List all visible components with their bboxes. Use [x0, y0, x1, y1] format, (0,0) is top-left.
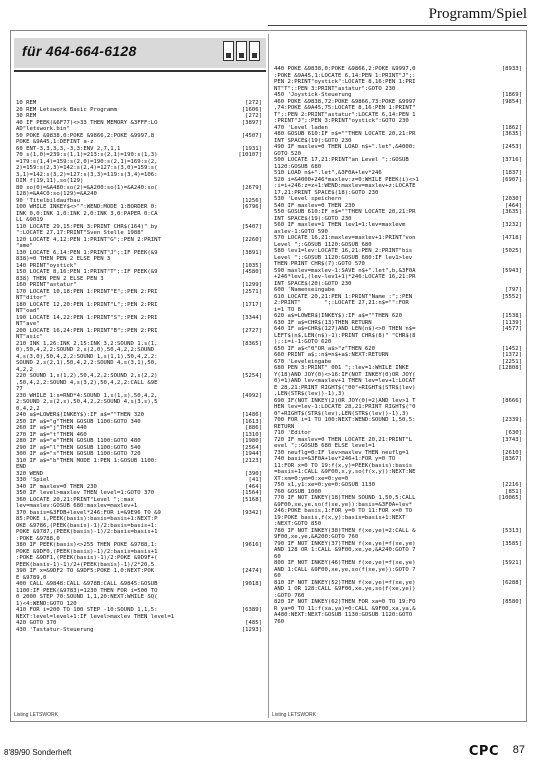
- code-text: 11:FOR x=0 TO 19:f(x,y)=PEEK(basis):basis: [274, 462, 413, 469]
- code-text: AND 1:CALL &9F00,xe,ye,so(f(xe,ye)):GOTO 7: [274, 566, 416, 573]
- code-text: 110 LOCATE 29,15:PEN 3:PRINT CHR$(164)" by: [16, 223, 158, 230]
- checksum: [9342]: [241, 509, 262, 516]
- code-text: "ame": [16, 243, 33, 249]
- code-text: 540 IF maxlev=0 THEN 230: [274, 202, 355, 209]
- checksum: [9616]: [241, 542, 262, 548]
- code-text: 70 s(1,0)=239:s(1,1)=213:s(2,1)=190:s(1,3): [16, 152, 158, 158]
- code-text: 300 IF a$="s"THEN GOSUB 1100:GOTO 720: [16, 451, 141, 457]
- checksum: [2251]: [501, 358, 522, 365]
- checksum: [3635]: [501, 209, 522, 215]
- checksum: [1538]: [501, 313, 522, 319]
- code-text: THEN PRINT CHR$(7):GOTO 570: [274, 261, 365, 267]
- code-text: INT SPACE$(19):GOTO 230: [274, 215, 352, 222]
- checksum: [4718]: [501, 235, 522, 241]
- code-text: 450 'Joystick-Steuerung: [274, 92, 352, 98]
- checksum: [1837]: [501, 170, 522, 176]
- checksum: [1256]: [241, 197, 262, 204]
- column-divider: [268, 34, 269, 718]
- checksum: [272]: [245, 100, 262, 106]
- checksum: [10107]: [238, 152, 262, 158]
- code-text: 370 basis=&3FDB+level*246:FOR i=&9E96 TO &9: [16, 509, 161, 516]
- code-text: 4,2,2: [16, 366, 33, 373]
- code-text: 250 IF a$="g"THEN GOSUB 1100:GOTO 340: [16, 418, 141, 425]
- code-text: END: [16, 464, 27, 470]
- checksum: [5921]: [501, 560, 522, 566]
- code-text: 838)=0 THEN PEN 2 ELSE PEN 3: [16, 256, 111, 262]
- code-text: 30 REM: [16, 113, 37, 119]
- checksum: [1606]: [241, 106, 262, 113]
- code-text: 680 PEN 3:PRINT" 001 ";:lev=1:WHILE INKE: [274, 365, 409, 371]
- checksum: [1139]: [501, 319, 522, 326]
- code-text: 530 'Level speichern: [274, 196, 342, 202]
- code-text: 40 IF PEEK(&6F77)<>33 THEN MEMORY &3FFF:LO: [16, 119, 158, 126]
- code-text: 280 IF a$="e"THEN GOSUB 1100:GOTO 480: [16, 438, 141, 444]
- code-text: =basis+1:CALL &9F00,x,y,so(f(x,y)):NEXT:NE: [274, 469, 416, 475]
- code-text: NT"ave": [16, 321, 40, 327]
- code-text: evel ";:GOSUB 680 ELSE level=1: [274, 443, 376, 449]
- code-text: OKE &9786,(PEEK(basis)-1)/2:basis=basis+1:: [16, 522, 158, 529]
- code-text: NT"T";:PEN 3:PRINT"astatur":GOTO 230: [274, 85, 396, 92]
- code-text: 1100:IF PEEK(&9783)=1230 THEN FOR i=500 TO: [16, 587, 158, 594]
- code-text: 290 IF a$="l"THEN GOSUB 1100:GOTO 540: [16, 444, 141, 451]
- code-text: PEN 2:PRINT"oystick":LOCATE 8,16:PEN 1:PRI: [274, 79, 416, 85]
- checksum: [10065]: [498, 495, 522, 501]
- code-text: 380 IF PEEK(basis)<>255 THEN POKE &9788,1:: [16, 542, 158, 548]
- code-text: 2:SOUND 2,s(2,s),50,4,2,2:SOUND 4,s(3,s),5: [16, 399, 158, 405]
- code-text: 19:POKE basis,f(x,y):basis=basis+1:NEXT: [274, 514, 406, 521]
- code-text: 838) THEN PEN 2 ELSE PEN 3: [16, 275, 104, 282]
- code-text: 17,21:PRINT SPACE$(18):GOTO 230: [274, 189, 379, 196]
- code-text: 20 REM Letswork Basic Programm: [16, 106, 118, 113]
- code-text: LL &9019: [16, 217, 43, 223]
- code-text: POKE &9A45,1:DEFINT a-z: [16, 139, 94, 145]
- code-text: AND 1 OR 128:CALL &9F00,xe,ye,so(f(xe,ye)): [274, 586, 416, 592]
- code-text: 0),50,4,2,2:SOUND 2,s(2,0),50,4,2,2:SOUND: [16, 347, 155, 353]
- code-text: 240 a$=LOWER$(INKEY$):IF a$=""THEN 320: [16, 412, 144, 418]
- code-text: 790 IF NOT INKEY(37)THEN f(xe,ye)=f(xe,ye): [274, 540, 416, 547]
- code-text: 246:POKE basis,1:FOR y=0 TO 11:FOR x=0 TO: [274, 508, 413, 514]
- checksum: [8666]: [501, 397, 522, 404]
- checksum: [9018]: [241, 581, 262, 587]
- page-footer: [0, 730, 537, 768]
- checksum: [6907]: [501, 176, 522, 183]
- code-text: 810 IF NOT INKEY(52)THEN f(xe,ye)=f(xe,ye): [274, 579, 416, 586]
- code-text: 2:PRINT" ";:LOCATE 27,21:n$="":FOR: [274, 300, 409, 306]
- code-text: lev=maxlev:GOSUB 680:maxlev=maxlev+1: [16, 503, 138, 509]
- code-text: E 28,21:PRINT RIGHT$("00"+RIGHT$(STR$(lev): [274, 384, 416, 391]
- checksum: [1564]: [241, 490, 262, 496]
- code-text: A480:NEXT:NEXT:GOSUB 1130:GOSUB 1120:GOTO: [274, 612, 413, 618]
- code-text: :POKE &9A45,1:LOCATE 6,14:PEN 1:PRINT"J";:: [274, 72, 416, 79]
- code-text: 130 LOCATE 6,14:PEN 1:PRINT"J";:IF PEEK(&9: [16, 249, 158, 256]
- checksum: [8365]: [241, 340, 262, 347]
- banner-underline: [14, 70, 266, 72]
- code-text: ,74:POKE &9A45,75:LOCATE 8,16:PEN 1:PRINT": [274, 105, 416, 111]
- checksum: [3232]: [501, 222, 522, 228]
- code-text: +246*lev1,(lev-lev1+1)*246:LOCATE 16,21:PR: [274, 274, 416, 280]
- code-text: NEXT:level=level+1:IF level>maxlev THEN level=1: [16, 613, 175, 620]
- code-text: 160 PRINT"astatur": [16, 282, 77, 288]
- code-text: 80 so(0)=&A480:so(2)=&A200:so(1)=&A240:so(: [16, 184, 158, 191]
- code-text: 210 INK 1,26:INK 2,15:INK 3,2:SOUND 1,s(1,: [16, 340, 158, 347]
- diskette-icon: [236, 41, 247, 61]
- code-line: [274, 619, 522, 626]
- code-text: 600 'Namenseingabe: [274, 287, 335, 293]
- checksum: [2123]: [241, 457, 262, 464]
- code-text: 310 IF a$="b"THEN MODE 1:PEN 1:GOSUB 1100:: [16, 457, 158, 464]
- code-text: 50 POKE &9838,0:POKE &9866,2:POKE &9997,8: [16, 132, 155, 139]
- code-text: POKE &9DF0,(PEEK(basis)-1)/2:basis=basis+1: [16, 548, 158, 555]
- code-text: 1120:GOSUB 680: [274, 163, 322, 170]
- code-text: 520 i=&4000+246*maxlev:z=0:WHILE PEEK(i)<>1: [274, 176, 419, 183]
- code-text: 430 'Tastatur-Steuerung: [16, 626, 94, 633]
- code-text: =179:s(1,4)=159:s(2,0)=190:s(2,1)=169:s(2,: [16, 158, 158, 165]
- checksum: [5407]: [241, 223, 262, 230]
- page-header: [0, 0, 537, 34]
- code-text: 580 lev1=lev:LOCATE 16,21:PEN 2:PRINT"bis: [274, 248, 413, 254]
- code-text: 85:POKE i,PEEK(basis):basis=basis+1:NEXT:P: [16, 516, 158, 522]
- checksum: [5552]: [501, 293, 522, 300]
- code-text: 610 LOCATE 20,21:PEN 1:PRINT"Name :";:PEN: [274, 293, 413, 300]
- checksum: [4507]: [241, 132, 262, 139]
- checksum: [2571]: [241, 288, 262, 295]
- checksum: [1299]: [241, 282, 262, 288]
- code-text: Y(18)AND JOY(0)<>16:IF(NOT INKEY(0)OR JOY(: [274, 371, 416, 378]
- system-banner: [14, 38, 266, 68]
- checksum: [41]: [248, 477, 262, 483]
- code-text: 190 LOCATE 14,22:PEN 1:PRINT"S";:PEN 2:PRI: [16, 314, 158, 321]
- magazine-logo: CPC: [468, 744, 499, 759]
- code-text: 340 IF maxlev=0 THEN 230: [16, 483, 97, 490]
- code-text: 400 CALL &9848:CALL &978B:CALL &9845:GOSUB: [16, 581, 158, 587]
- checksum: [6796]: [241, 204, 262, 210]
- code-text: 100 WHILE INKEY$<>"":WEND:MODE 1:BORDER 0:: [16, 204, 158, 210]
- checksum: [1862]: [501, 124, 522, 131]
- code-text: 780 IF NOT INKEY(38)THEN f(xe,ye)=2:CALL &: [274, 527, 416, 534]
- checksum: [5025]: [501, 248, 522, 254]
- code-text: 570 LOCATE 16,21:maxlev=maxlev+1:PRINT"von: [274, 235, 416, 241]
- code-text: 4,s(3,0),50,4,2,2:SOUND 1,s(1,1),50,4,2,2:: [16, 353, 158, 360]
- code-text: 420 GOTO 370: [16, 620, 57, 626]
- checksum: [4992]: [241, 392, 262, 399]
- code-text: 170 LOCATE 10,18:PEN 1:PRINT"E";:PEN 2:PRI: [16, 288, 158, 295]
- page-number: 87: [512, 744, 525, 756]
- code-line: [16, 627, 262, 634]
- code-text: i=1 TO 8: [274, 306, 301, 313]
- code-text: PEEK(basis-1)-1)/2+(PEEK(basis)-1)/2*20,5: [16, 561, 155, 568]
- listing-caption-right: Listing LETSWORK: [272, 712, 316, 718]
- code-text: 620 a$=LOWER$(INKEY$):IF a$=""THEN 620: [274, 313, 402, 319]
- code-text: 60 ENT-3,3,3,3,-3,3:ENV 2,7,1,1: [16, 145, 121, 152]
- code-text: :PRINT"J";:PEN 3:PRINT"oystick":GOTO 230: [274, 118, 409, 124]
- code-text: SOUND 2,s(2,1),50,4,2,2:SOUND 4,s(3,1),50,: [16, 360, 158, 366]
- code-text: 0)=1)AND lev<maxlev+1 THEN lev=lev+1:LOCAT: [274, 378, 416, 384]
- code-text: 560 IF maxlev=1 THEN lev1=1:lev=maxlevm: [274, 222, 406, 228]
- code-text: XT:xm=0:ym=0:xe=0:ye=0: [274, 475, 349, 482]
- code-text: 0"+RIGHT$(STR$(lev),LEN(STR$(lev))-1),3): [274, 410, 409, 417]
- code-text: AND 128 OR 1:CALL &9F00,xe,ye,&A240:GOTO 7: [274, 547, 416, 553]
- code-text: 630 IF a$=CHR$(13)THEN RETURN: [274, 319, 372, 326]
- code-text: 500 LOCATE 17,21:PRINT"an Level ";:GOSUB: [274, 157, 409, 163]
- code-text: 550 GOSUB 610:IF n$=""THEN LOCATE 20,21:PR: [274, 209, 416, 215]
- checksum: [464]: [245, 483, 262, 490]
- code-text: 0,4,2,2: [16, 405, 40, 412]
- checksum: [5254]: [241, 373, 262, 379]
- code-text: NT"oad": [16, 308, 40, 314]
- code-text: 410 FOR i=200 TO 100 STEP -10:SOUND 1,1,5:: [16, 607, 158, 613]
- header-rule: [268, 25, 527, 26]
- code-text: 730 neuflg=0:IF lev>maxlev THEN neuflg=1: [274, 449, 409, 456]
- checksum: [5168]: [241, 496, 262, 503]
- checksum: [6389]: [241, 607, 262, 613]
- checksum: [5313]: [501, 527, 522, 534]
- code-text: );:i=i-1:GOTO 620: [274, 339, 332, 345]
- code-text: 180 LOCATE 12,20:PEN 1:PRINT"L";:PEN 2:PRI: [16, 301, 158, 308]
- code-text: INT SPACE$(20):GOTO 230: [274, 280, 352, 287]
- code-text: T";:PEN 2:PRINT"astatur":LOCATE 6,14:PEN 1: [274, 111, 416, 118]
- code-text: 720 IF maxlev=0 THEN LOCATE 20,21:PRINT"L: [274, 436, 413, 443]
- banner-title: für 464-664-6128: [22, 43, 137, 59]
- code-text: &9F00,xe,ye,so(f(xe,ye)):basis=&3F0A+lev*: [274, 501, 413, 508]
- checksum: [2260]: [241, 236, 262, 243]
- checksum: [3743]: [501, 436, 522, 443]
- checksum: [1944]: [241, 451, 262, 457]
- section-title: Programm/Spiel: [428, 6, 527, 22]
- code-text: 710 'Editor: [274, 430, 312, 436]
- code-text: :GOTO 760: [274, 592, 305, 599]
- code-text: NT"ditor": [16, 295, 47, 301]
- code-text: 3,1)=142:s(3,2)=127:s(3,3)=119:s(3,4)=106:: [16, 171, 158, 178]
- checksum: [2727]: [241, 327, 262, 334]
- checksum: [2339]: [501, 417, 522, 423]
- code-text: 700 FOR i=1 TO 100:NEXT:WEND:SOUND 1,50,5:: [274, 417, 416, 423]
- diskette-icon: [223, 41, 234, 61]
- code-text: 470 'Level laden: [274, 124, 328, 131]
- code-text: 2)=159:s(2,3)=142:s(2,4)=127:s(3,0)=159:s(: [16, 165, 158, 171]
- checksum: [5943]: [501, 267, 522, 274]
- checksum: [851]: [505, 488, 522, 495]
- code-text: 150 LOCATE 8,16:PEN 1:PRINT"T";:IF PEEK(&9: [16, 269, 158, 275]
- code-text: 670 'Leveleingabe: [274, 358, 332, 365]
- checksum: [3716]: [501, 157, 522, 163]
- checksum: [492, 619, 522, 626]
- code-text: 1)<4:WEND:GOTO 120: [16, 600, 77, 607]
- code-text: 390 IF x=&9DF2 TO &9DF5:POKE 1,0:NEXT:POK: [16, 568, 155, 574]
- code-text: 220 SOUND 1,s(1,2),50,4,2,2:SOUND 2,s(2,2): [16, 373, 158, 379]
- code-text: 270 IF a$="t"THEN 460: [16, 431, 87, 438]
- code-text: 140 PRINT"oystick": [16, 262, 77, 269]
- code-text: 230 WHILE 1:s=RND*4:SOUND 1,s(1,s),50,4,2,: [16, 392, 158, 399]
- code-text: 650 IF a$<"0"OR a$>"z"THEN 620: [274, 345, 376, 352]
- checksum: [2453]: [501, 144, 522, 150]
- listing-right-column: [274, 66, 522, 625]
- checksum: [2564]: [241, 444, 262, 451]
- checksum: [3585]: [501, 540, 522, 547]
- checksum: [1869]: [501, 92, 522, 98]
- checksum: [630]: [505, 430, 522, 436]
- code-text: 490 IF maxlev=0 THEN LOAD n$+".let",&4000:: [274, 144, 416, 150]
- code-text: 760 GOSUB 1000: [274, 488, 322, 495]
- code-text: 200 LOCATE 16,24:PEN 1:PRINT"B";:PEN 2:PRI: [16, 327, 158, 334]
- checksum: [464]: [505, 202, 522, 209]
- code-text: :POKE &9788,0: [16, 535, 60, 542]
- code-text: 770 IF NOT INKEY(18)THEN SOUND 1,50,5:CALL: [274, 495, 416, 501]
- listing-caption-left: Listing LETSWORK: [14, 712, 58, 718]
- code-text: 128)=&A4C0:so(129)=&A240: [16, 191, 97, 197]
- code-text: POKE &9787,(PEEK(basis)-1)/2:basis=basis+1: [16, 529, 158, 535]
- code-text: GOTO 520: [274, 150, 301, 157]
- code-text: INT SPACE$(19):GOTO 230: [274, 137, 352, 144]
- code-text: HEN lev=lev-1:LOCATE 28,21:PRINT RIGHT$("0: [274, 404, 416, 410]
- disk-icons: [223, 41, 260, 61]
- code-text: :i=i+246:z=z+1:WEND:maxlev=maxlev+z:LOCATE: [274, 183, 416, 189]
- code-text: 740 basis=&3F0A+lev*246+1:FOR y=0 TO: [274, 456, 396, 462]
- code-text: 60: [274, 573, 281, 579]
- code-text: Level ";:GOSUB 1120:GOSUB 680:IF lev1>lev: [274, 254, 413, 261]
- code-text: 480 GOSUB 610:IF n$=""THEN LOCATE 20,21:PR: [274, 131, 416, 137]
- code-text: Level ";:GOSUB 1120:GOSUB 680: [274, 241, 372, 248]
- code-text: R ya=0 TO 11:f(xa,ya)=0:CALL &9F00,xa,ya,&: [274, 605, 416, 612]
- code-text: 9F00,xe,ye,&A200:GOTO 760: [274, 534, 359, 540]
- checksum: [1310]: [241, 431, 262, 438]
- checksum: [3891]: [241, 249, 262, 256]
- code-text: 440 POKE &9838,0:POKE &9866,2:POKE &9997,0: [274, 66, 416, 72]
- code-text: INK 0,0:INK 1,0:INK 2,0:INK 3,0:PAPER 0:CA: [16, 210, 158, 217]
- checksum: [8367]: [501, 456, 522, 462]
- code-text: ":LOCATE 27,17:PRINT"Sven Stelle 1988": [16, 230, 144, 236]
- checksum: [4580]: [241, 269, 262, 275]
- code-text: 0 2000 STEP 70:SOUND 1,1,20:NEXT:WHILE SQ(: [16, 594, 158, 600]
- code-text: RETURN: [274, 423, 295, 430]
- checksum: [4577]: [501, 326, 522, 332]
- code-text: 750 x1,y1:xe=0:ye=0:GOSUB 1130: [274, 482, 376, 488]
- code-text: 350 IF level>maxlev THEN level=1:GOTO 370: [16, 490, 155, 496]
- code-text: AD"letswork.bin": [16, 126, 70, 132]
- diskette-icon: [249, 41, 260, 61]
- checksum: [6288]: [501, 579, 522, 586]
- checksum: [3635]: [501, 131, 522, 137]
- code-text: 90 'Titelbildaufbau: [16, 197, 80, 204]
- code-text: 510 LOAD n$+".let",&3F0A+lev*246: [274, 170, 382, 176]
- checksum: [1931]: [241, 145, 262, 152]
- code-text: 60: [274, 553, 281, 560]
- checksum: [1613]: [241, 418, 262, 425]
- checksum: [1035]: [241, 262, 262, 269]
- checksum: [3897]: [241, 119, 262, 126]
- checksum: [797]: [505, 287, 522, 293]
- code-text: 640 IF a$=CHR$(127)AND LEN(n$)<>0 THEN n$=: [274, 326, 416, 332]
- code-text: 660 PRINT a$;:n$=n$+a$:NEXT:RETURN: [274, 352, 389, 358]
- code-text: NT"asic": [16, 334, 43, 340]
- code-text: 320 WEND: [16, 470, 43, 477]
- checksum: [272]: [245, 113, 262, 119]
- code-text: LEFT$(n$,LEN(n$)-1):PRINT CHR$(8)" "CHR$(8: [274, 332, 416, 339]
- checksum: [1980]: [241, 438, 262, 444]
- code-text: ,LEN(STR$(lev))-1),3): [274, 391, 345, 397]
- checksum: [2679]: [241, 184, 262, 191]
- code-text: 77: [16, 386, 23, 392]
- code-text: 460 POKE &9838,72:POKE &9866,73:POKE &9997: [274, 98, 416, 105]
- checksum: [9854]: [501, 98, 522, 105]
- checksum: [8580]: [501, 599, 522, 605]
- code-text: E &9789,0: [16, 574, 47, 581]
- checksum: [485]: [245, 620, 262, 626]
- checksum: [8933]: [501, 66, 522, 72]
- code-text: 760: [274, 618, 285, 625]
- code-text: ,50,4,2,2:SOUND 4,s(3,2),50,4,2,2:CALL &9E: [16, 379, 158, 386]
- code-text: DIM f(19,11),so(129): [16, 178, 84, 184]
- checksum: [886]: [245, 425, 262, 431]
- code-text: 590 maxlev=maxlev-1:SAVE n$+".let",b,&3F0A: [274, 267, 416, 274]
- code-text: axlev-1:GOTO 590: [274, 228, 328, 235]
- code-text: 800 IF NOT INKEY(46)THEN f(xe,ye)=f(xe,ye): [274, 560, 416, 566]
- issue-label: 8'89/90 Sonderheft: [4, 748, 72, 757]
- checksum: [12808]: [498, 365, 522, 371]
- checksum: [2610]: [501, 449, 522, 456]
- code-text: 690 IF(NOT INKEY(2)OR JOY(0)=2)AND lev>1 T: [274, 397, 416, 404]
- code-text: :POKE &9DF1,(PEEK(basis)-1)/2:POKE &9D9F+(: [16, 555, 158, 561]
- checksum: [1717]: [241, 301, 262, 308]
- code-text: :NEXT:GOTO 850: [274, 521, 322, 527]
- code-text: 330 'Spiel: [16, 477, 50, 483]
- code-text: 260 IF a$="j"THEN 440: [16, 425, 87, 431]
- checksum: [2474]: [241, 568, 262, 574]
- checksum: [2030]: [501, 196, 522, 202]
- checksum: [1293]: [241, 626, 262, 633]
- code-text: 360 LOCATE 20,21:PRINT"Level ";:max: [16, 496, 134, 503]
- code-text: 10 REM: [16, 100, 37, 106]
- checksum: [1452]: [501, 345, 522, 352]
- code-text: 120 LOCATE 4,12:PEN 1:PRINT"G";:PEN 2:PRINT: [16, 236, 161, 243]
- code-text: 820 IF NOT INKEY(62)THEN FOR xa=0 TO 19:FO: [274, 599, 416, 605]
- checksum: [1372]: [501, 352, 522, 358]
- checksum: [390]: [245, 470, 262, 477]
- listing-left-column: [16, 100, 262, 633]
- checksum: [1486]: [241, 412, 262, 418]
- checksum: [3344]: [241, 314, 262, 321]
- checksum: [2216]: [501, 482, 522, 488]
